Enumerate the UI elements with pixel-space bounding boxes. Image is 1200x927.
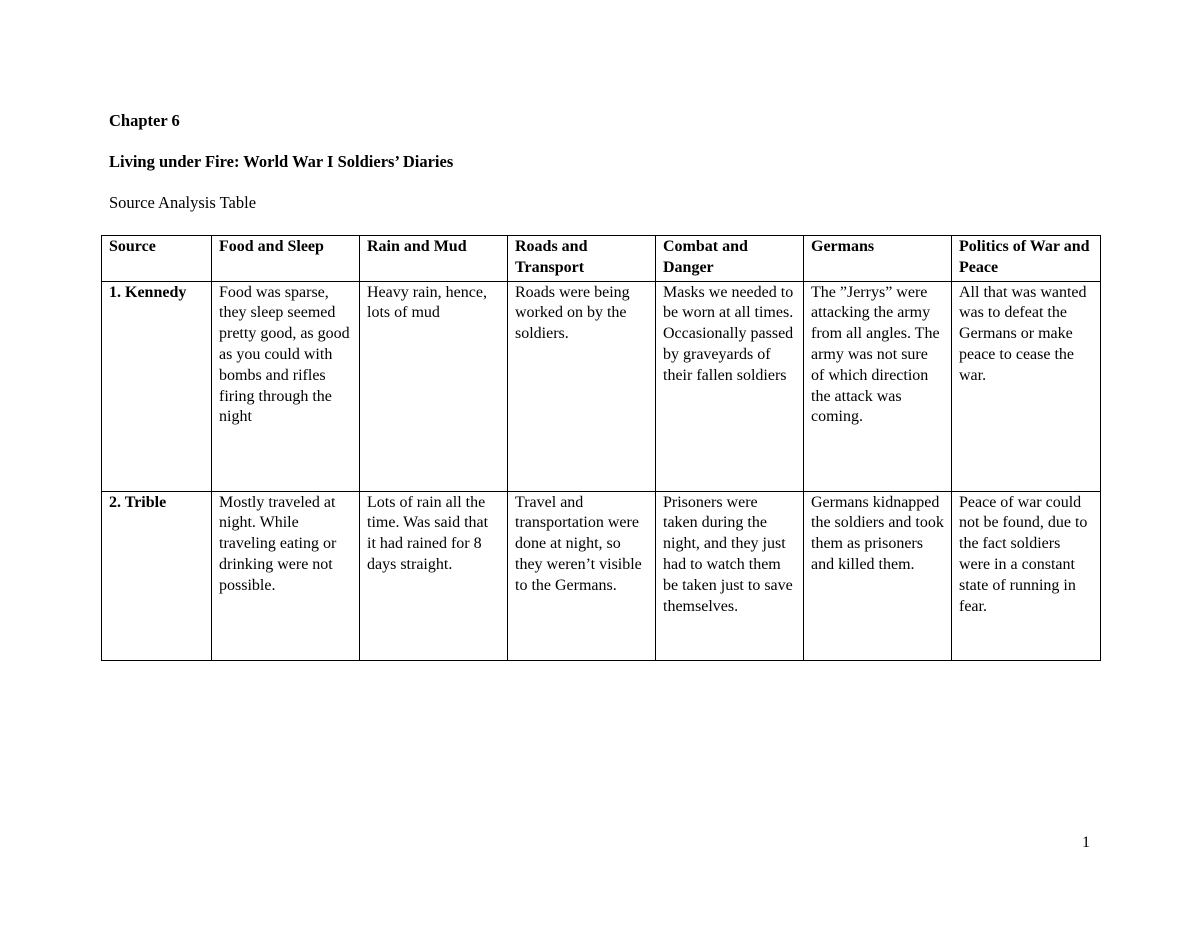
- header-food-and-sleep: Food and Sleep: [212, 236, 360, 282]
- cell-roads-and-transport: Travel and transportation were done at night, so they weren’t visible to the Germans.: [508, 491, 656, 660]
- cell-politics-of-war-and-peace: All that was wanted was to defeat the Germans or make peace to cease the war.: [952, 281, 1101, 491]
- cell-source: 2. Trible: [102, 491, 212, 660]
- header-combat-and-danger: Combat and Danger: [656, 236, 804, 282]
- table-caption: Source Analysis Table: [109, 193, 257, 212]
- source-analysis-table: [101, 235, 1101, 661]
- cell-politics-of-war-and-peace: Peace of war could not be found, due to the fact soldiers were in a constant state of running in fear.: [952, 491, 1101, 660]
- page-number: 1: [1082, 834, 1090, 851]
- document-title: Living under Fire: World War I Soldiers’ Diaries: [109, 152, 454, 171]
- cell-combat-and-danger: Masks we needed to be worn at all times. Occasionally passed by graveyards of their fallen soldiers: [656, 281, 804, 491]
- cell-combat-and-danger: Prisoners were taken during the night, and they just had to watch them be taken just to save themselves.: [656, 491, 804, 660]
- cell-rain-and-mud: Heavy rain, hence, lots of mud: [360, 281, 508, 491]
- header-roads-and-transport: Roads and Transport: [508, 236, 656, 282]
- cell-rain-and-mud: Lots of rain all the time. Was said that it had rained for 8 days straight.: [360, 491, 508, 660]
- cell-roads-and-transport: Roads were being worked on by the soldiers.: [508, 281, 656, 491]
- table-row: [102, 491, 1101, 660]
- cell-food-and-sleep: Mostly traveled at night. While traveling eating or drinking were not possible.: [212, 491, 360, 660]
- cell-source: 1. Kennedy: [102, 281, 212, 491]
- table-header-row: [102, 236, 1101, 282]
- header-germans: Germans: [804, 236, 952, 282]
- header-politics-of-war-and-peace: Politics of War and Peace: [952, 236, 1101, 282]
- cell-germans: The ”Jerrys” were attacking the army from all angles. The army was not sure of which direction the attack was coming.: [804, 281, 952, 491]
- header-rain-and-mud: Rain and Mud: [360, 236, 508, 282]
- cell-food-and-sleep: Food was sparse, they sleep seemed pretty good, as good as you could with bombs and rifles firing through the night: [212, 281, 360, 491]
- table-row: [102, 281, 1101, 491]
- chapter-heading: Chapter 6: [109, 111, 180, 130]
- header-source: Source: [102, 236, 212, 282]
- cell-germans: Germans kidnapped the soldiers and took them as prisoners and killed them.: [804, 491, 952, 660]
